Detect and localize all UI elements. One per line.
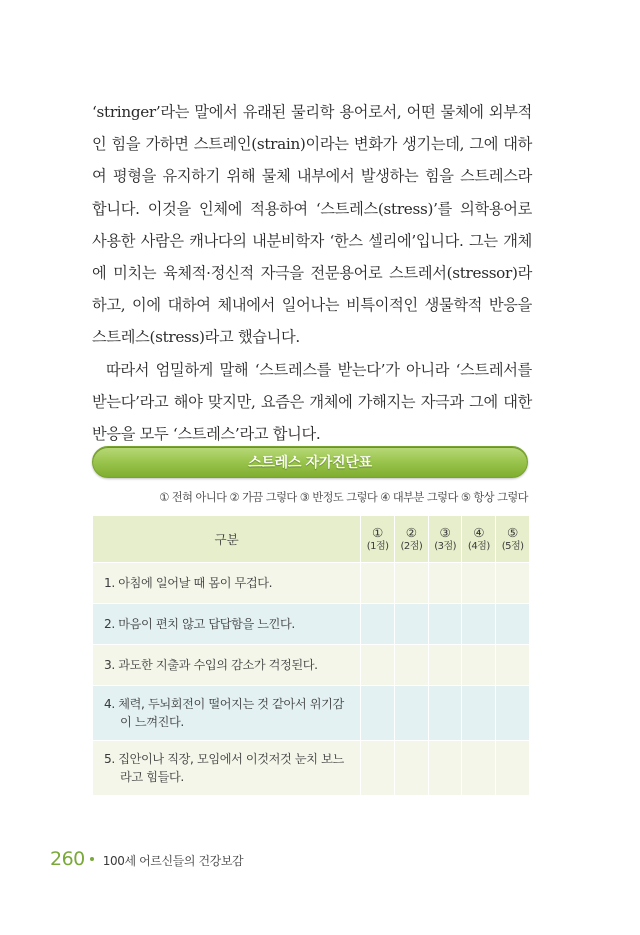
score-cell[interactable] (496, 645, 530, 686)
score-cell[interactable] (361, 741, 395, 796)
score-points: (3점) (434, 541, 457, 552)
stress-checklist-table (92, 515, 530, 796)
score-cell[interactable] (428, 604, 462, 645)
body-text (92, 96, 532, 450)
header-score-1 (361, 516, 395, 563)
table-row (93, 645, 530, 686)
score-cell[interactable] (462, 741, 496, 796)
question-text: 3. 과도한 지출과 수입의 감소가 걱정된다. (104, 658, 318, 672)
score-number: ⑤ (506, 525, 519, 540)
score-cell[interactable] (428, 645, 462, 686)
score-number: ③ (439, 525, 451, 540)
score-cell[interactable] (395, 604, 429, 645)
paragraph-stress-usage: 따라서 엄밀하게 말해 ‘스트레스를 받는다’가 아니라 ‘스트레서를 받는다’라고 해야 맞지만, 요즘은 개체에 가해지는 자극과 그에 대한 반응을 모두 ‘스트레스’라고 합니다. (92, 360, 532, 444)
paragraph-stress-definition: ‘stringer’라는 말에서 유래된 물리학 용어로서, 어떤 물체에 외부적인 힘을 가하면 스트레인(strain)이라는 변화가 생기는데, 그에 대하여 평형을 유지하기 위해 물체 내부에서 발생하는 힘을 스트레스라 합니다. 이것을 인체에 적용하여 ‘스트레스(stress)’를 의학용어로 사용한 사람은 캐나다의 내분비학자 ‘한스 셀리에’입니다. 그는 개체에 미치는 육체적·정신적 자극을 전문용어로 스트레서(stressor)라 하고, 이에 대하여 체내에서 일어나는 비특이적인 생물학적 반응을 스트레스(stress)라고 했습니다. (92, 103, 532, 347)
score-cell[interactable] (496, 686, 530, 741)
score-cell[interactable] (361, 686, 395, 741)
question-text: 5. 집안이나 직장, 모임에서 이것저것 눈치 보느 (104, 752, 344, 766)
question-cell (93, 741, 361, 796)
score-cell[interactable] (462, 645, 496, 686)
score-cell[interactable] (462, 563, 496, 604)
page-footer (50, 848, 243, 870)
score-cell[interactable] (361, 563, 395, 604)
score-cell[interactable] (361, 645, 395, 686)
question-cell (93, 645, 361, 686)
question-text-continued: 라고 힘들다. (120, 770, 184, 784)
page-number: 260 (50, 848, 85, 870)
table-row (93, 604, 530, 645)
table-row (93, 686, 530, 741)
score-points: (2점) (400, 541, 423, 552)
section-header-stress-checklist (92, 446, 528, 478)
score-points: (5점) (501, 541, 524, 552)
score-cell[interactable] (395, 686, 429, 741)
score-cell[interactable] (462, 686, 496, 741)
score-cell[interactable] (428, 741, 462, 796)
score-cell[interactable] (428, 563, 462, 604)
question-text-continued: 이 느껴진다. (120, 715, 184, 729)
score-cell[interactable] (395, 563, 429, 604)
score-points: (1점) (366, 541, 389, 552)
header-score-4 (462, 516, 496, 563)
bullet-dot-icon (90, 857, 94, 861)
header-score-3 (428, 516, 462, 563)
score-number: ② (405, 525, 417, 540)
score-number: ④ (473, 525, 485, 540)
question-cell (93, 686, 361, 741)
table-header-row (93, 516, 530, 563)
table-row (93, 563, 530, 604)
score-cell[interactable] (395, 741, 429, 796)
score-points: (4점) (467, 541, 490, 552)
score-cell[interactable] (361, 604, 395, 645)
score-cell[interactable] (496, 741, 530, 796)
question-cell (93, 604, 361, 645)
score-number: ① (372, 525, 384, 540)
header-score-5 (496, 516, 530, 563)
question-text: 1. 아침에 일어날 때 몸이 무겁다. (104, 576, 273, 590)
header-score-2 (395, 516, 429, 563)
question-text: 2. 마음이 편치 않고 답답함을 느낀다. (104, 617, 295, 631)
score-legend: ① 전혀 아니다 ② 가끔 그렇다 ③ 반정도 그렇다 ④ 대부분 그렇다 ⑤ 항상 그렇다 (159, 491, 528, 504)
book-title: 100세 어르신들의 건강보감 (102, 854, 244, 868)
score-cell[interactable] (496, 604, 530, 645)
table-row (93, 741, 530, 796)
header-category: 구분 (93, 516, 361, 563)
score-cell[interactable] (395, 645, 429, 686)
score-cell[interactable] (496, 563, 530, 604)
section-title: 스트레스 자가진단표 (248, 455, 372, 471)
question-text: 4. 체력, 두뇌회전이 떨어지는 것 같아서 위기감 (104, 697, 344, 711)
score-cell[interactable] (428, 686, 462, 741)
question-cell (93, 563, 361, 604)
score-cell[interactable] (462, 604, 496, 645)
